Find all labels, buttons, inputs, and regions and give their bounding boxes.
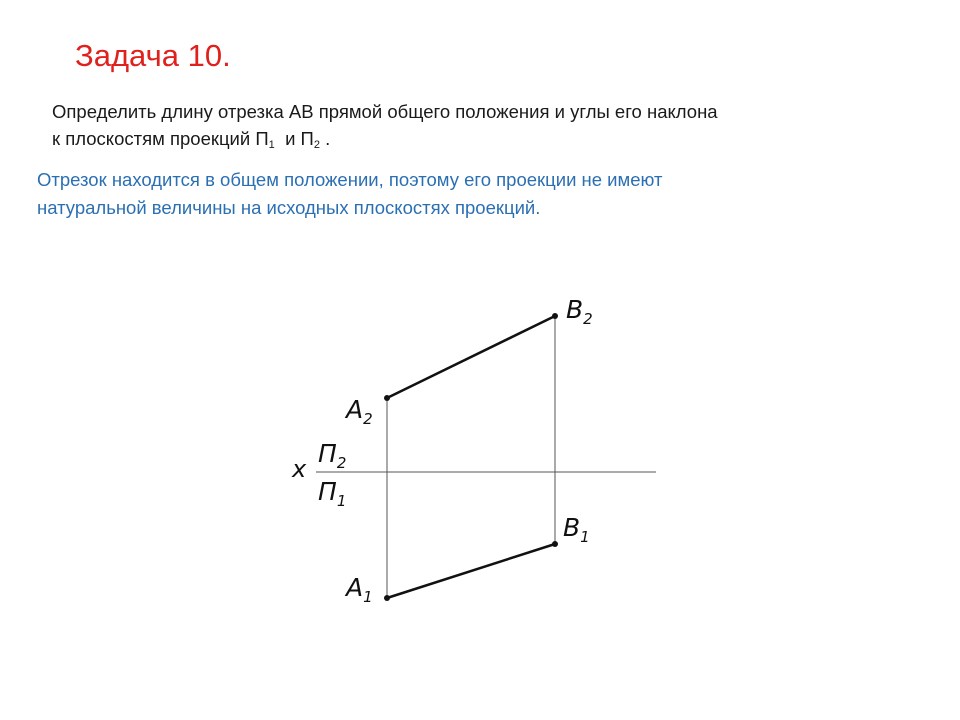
point-label-b1-base: B: [563, 513, 581, 542]
point-label-a2-sub: 2: [363, 410, 373, 428]
point-label-a2-base: A: [346, 395, 364, 424]
plane-label-p2-base: П: [318, 439, 337, 468]
plane-label-p1-sub: 1: [336, 492, 347, 510]
point-a1: [384, 595, 390, 601]
explanation-line-2: натуральной величины на исходных плоскостях проекций.: [37, 197, 541, 218]
point-label-b2-sub: 2: [583, 310, 593, 328]
point-label-a1: [344, 573, 373, 606]
plane-label-p2-sub: 2: [336, 454, 347, 472]
plane-label-p1-base: П: [318, 477, 337, 506]
segment-a2-b2: [387, 316, 555, 398]
point-label-b1-sub: 1: [580, 528, 590, 546]
task-line2-suffix: .: [319, 128, 331, 149]
point-a2: [384, 395, 390, 401]
point-label-b1: [563, 513, 590, 546]
task-line2-prefix: к плоскостям проекций П: [52, 128, 269, 149]
task-title: Задача 10.: [75, 38, 231, 73]
task-line2-sub-2: 2: [313, 139, 320, 151]
point-b1: [552, 541, 558, 547]
point-label-b2: [566, 295, 593, 328]
point-label-a1-base: A: [346, 573, 364, 602]
segment-a1-b1: [387, 544, 555, 598]
task-line2-sub-1: 1: [268, 139, 275, 151]
point-b2: [552, 313, 558, 319]
explanation-line-1: Отрезок находится в общем положении, поэтому его проекции не имеют: [37, 169, 663, 190]
axis-label-x: x: [292, 455, 307, 483]
task-line2-mid: и П: [274, 128, 314, 149]
plane-label-p2: [318, 439, 346, 472]
point-label-a1-sub: 1: [363, 588, 373, 606]
plane-label-p1: [318, 477, 346, 510]
point-label-b2-base: B: [566, 295, 584, 324]
task-statement-line-1: Определить длину отрезка АВ прямой общего положения и углы его наклона: [52, 101, 718, 122]
point-label-a2: [344, 395, 373, 428]
